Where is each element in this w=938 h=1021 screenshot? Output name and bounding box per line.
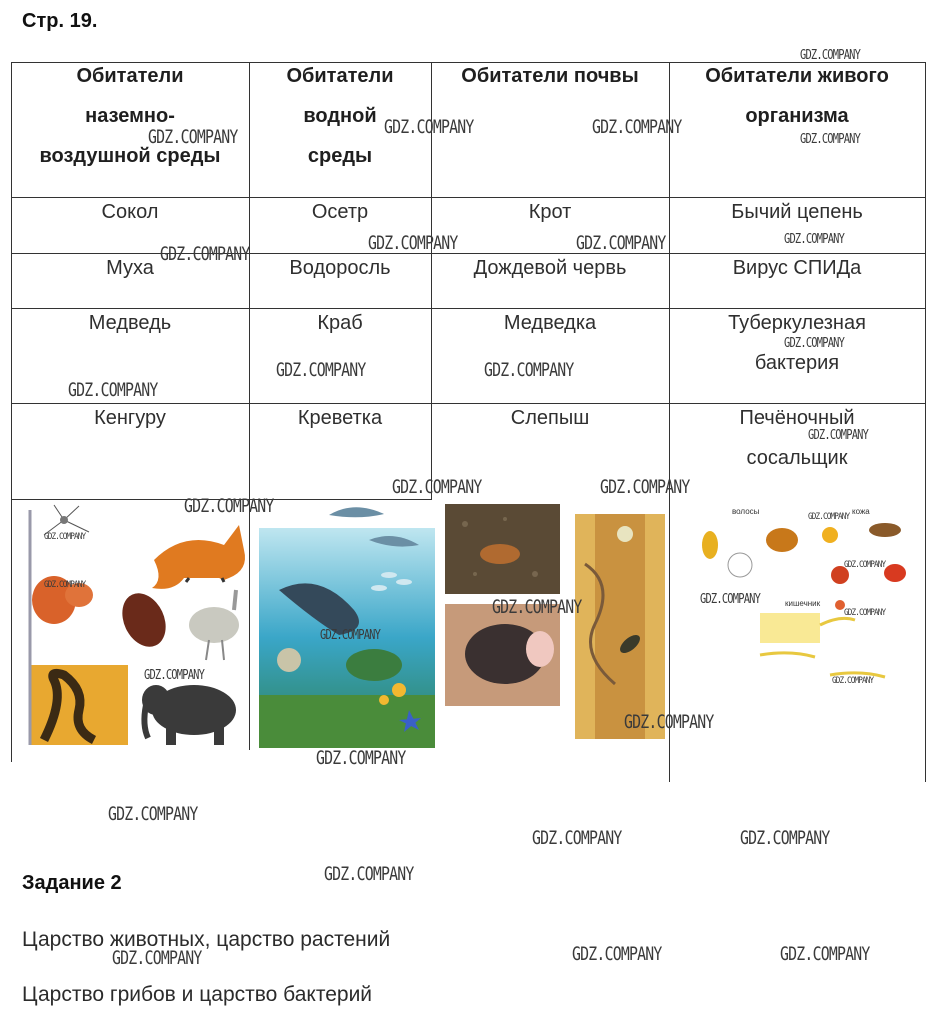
cell: Сокол <box>101 201 159 223</box>
watermark: GDZ.COMPANY <box>572 943 662 965</box>
water-animals-image <box>259 500 435 748</box>
watermark: GDZ.COMPANY <box>808 428 869 443</box>
header-soil: Обитатели почвы <box>461 65 639 87</box>
watermark: GDZ.COMPANY <box>112 947 202 969</box>
watermark: GDZ.COMPANY <box>108 803 198 825</box>
watermark: GDZ.COMPANY <box>68 379 158 401</box>
watermark: GDZ.COMPANY <box>384 116 474 138</box>
watermark: GDZ.COMPANY <box>276 359 366 381</box>
watermark: GDZ.COMPANY <box>320 628 381 643</box>
watermark: GDZ.COMPANY <box>624 711 714 733</box>
watermark: GDZ.COMPANY <box>532 827 622 849</box>
watermark: GDZ.COMPANY <box>784 232 845 247</box>
watermark: GDZ.COMPANY <box>392 476 482 498</box>
water-animals-drawing <box>259 500 435 748</box>
cell: Креветка <box>297 407 383 429</box>
cell: Слепыш <box>510 407 590 429</box>
header-land-air: Обитатели наземно- воздушной среды <box>39 65 221 167</box>
cell: Водоросль <box>289 257 391 279</box>
watermark: GDZ.COMPANY <box>844 560 886 570</box>
watermark: GDZ.COMPANY <box>844 608 886 618</box>
watermark: GDZ.COMPANY <box>740 827 830 849</box>
watermark: GDZ.COMPANY <box>576 232 666 254</box>
watermark: GDZ.COMPANY <box>800 48 861 63</box>
cell: Кенгуру <box>94 407 166 429</box>
cell: Медведка <box>503 312 597 334</box>
cell: Краб <box>317 312 363 334</box>
soil-animals-image <box>445 504 670 744</box>
watermark: GDZ.COMPANY <box>780 943 870 965</box>
watermark: GDZ.COMPANY <box>600 476 690 498</box>
label-skin: кожа <box>852 507 870 516</box>
cell: Печёночный сосальщик <box>739 407 855 469</box>
label-hair: волосы <box>732 507 760 516</box>
watermark: GDZ.COMPANY <box>160 243 250 265</box>
answer-line-2: Царство грибов и царство бактерий <box>22 983 373 1006</box>
cell: Дождевой червь <box>473 257 627 279</box>
watermark: GDZ.COMPANY <box>808 512 850 522</box>
label-intestine: кишечник <box>785 599 821 608</box>
watermark: GDZ.COMPANY <box>316 747 406 769</box>
header-organism: Обитатели живого организма <box>705 65 889 127</box>
cell: Вирус СПИДа <box>732 257 862 279</box>
cell: Муха <box>106 257 154 279</box>
watermark: GDZ.COMPANY <box>484 359 574 381</box>
soil-animals-drawing <box>445 504 670 744</box>
watermark: GDZ.COMPANY <box>44 580 86 590</box>
task-title: Задание 2 <box>22 872 122 894</box>
watermark: GDZ.COMPANY <box>492 596 582 618</box>
cell: Туберкулезная бактерия <box>728 312 866 374</box>
page-number: Стр. 19. <box>22 10 98 32</box>
watermark: GDZ.COMPANY <box>800 132 861 147</box>
watermark: GDZ.COMPANY <box>368 232 458 254</box>
watermark: GDZ.COMPANY <box>184 495 274 517</box>
watermark: GDZ.COMPANY <box>592 116 682 138</box>
watermark: GDZ.COMPANY <box>784 336 845 351</box>
answer-line-1: Царство животных, царство растений <box>22 928 391 951</box>
cell: Осетр <box>311 201 369 223</box>
watermark: GDZ.COMPANY <box>700 592 761 607</box>
watermark: GDZ.COMPANY <box>832 676 874 686</box>
cell: Бычий цепень <box>731 201 863 223</box>
watermark: GDZ.COMPANY <box>144 668 205 683</box>
header-water: Обитатели водной среды <box>286 65 394 167</box>
watermark: GDZ.COMPANY <box>148 126 238 148</box>
cell: Крот <box>528 201 572 223</box>
cell: Медведь <box>88 312 172 334</box>
watermark: GDZ.COMPANY <box>44 532 86 542</box>
watermark: GDZ.COMPANY <box>324 863 414 885</box>
